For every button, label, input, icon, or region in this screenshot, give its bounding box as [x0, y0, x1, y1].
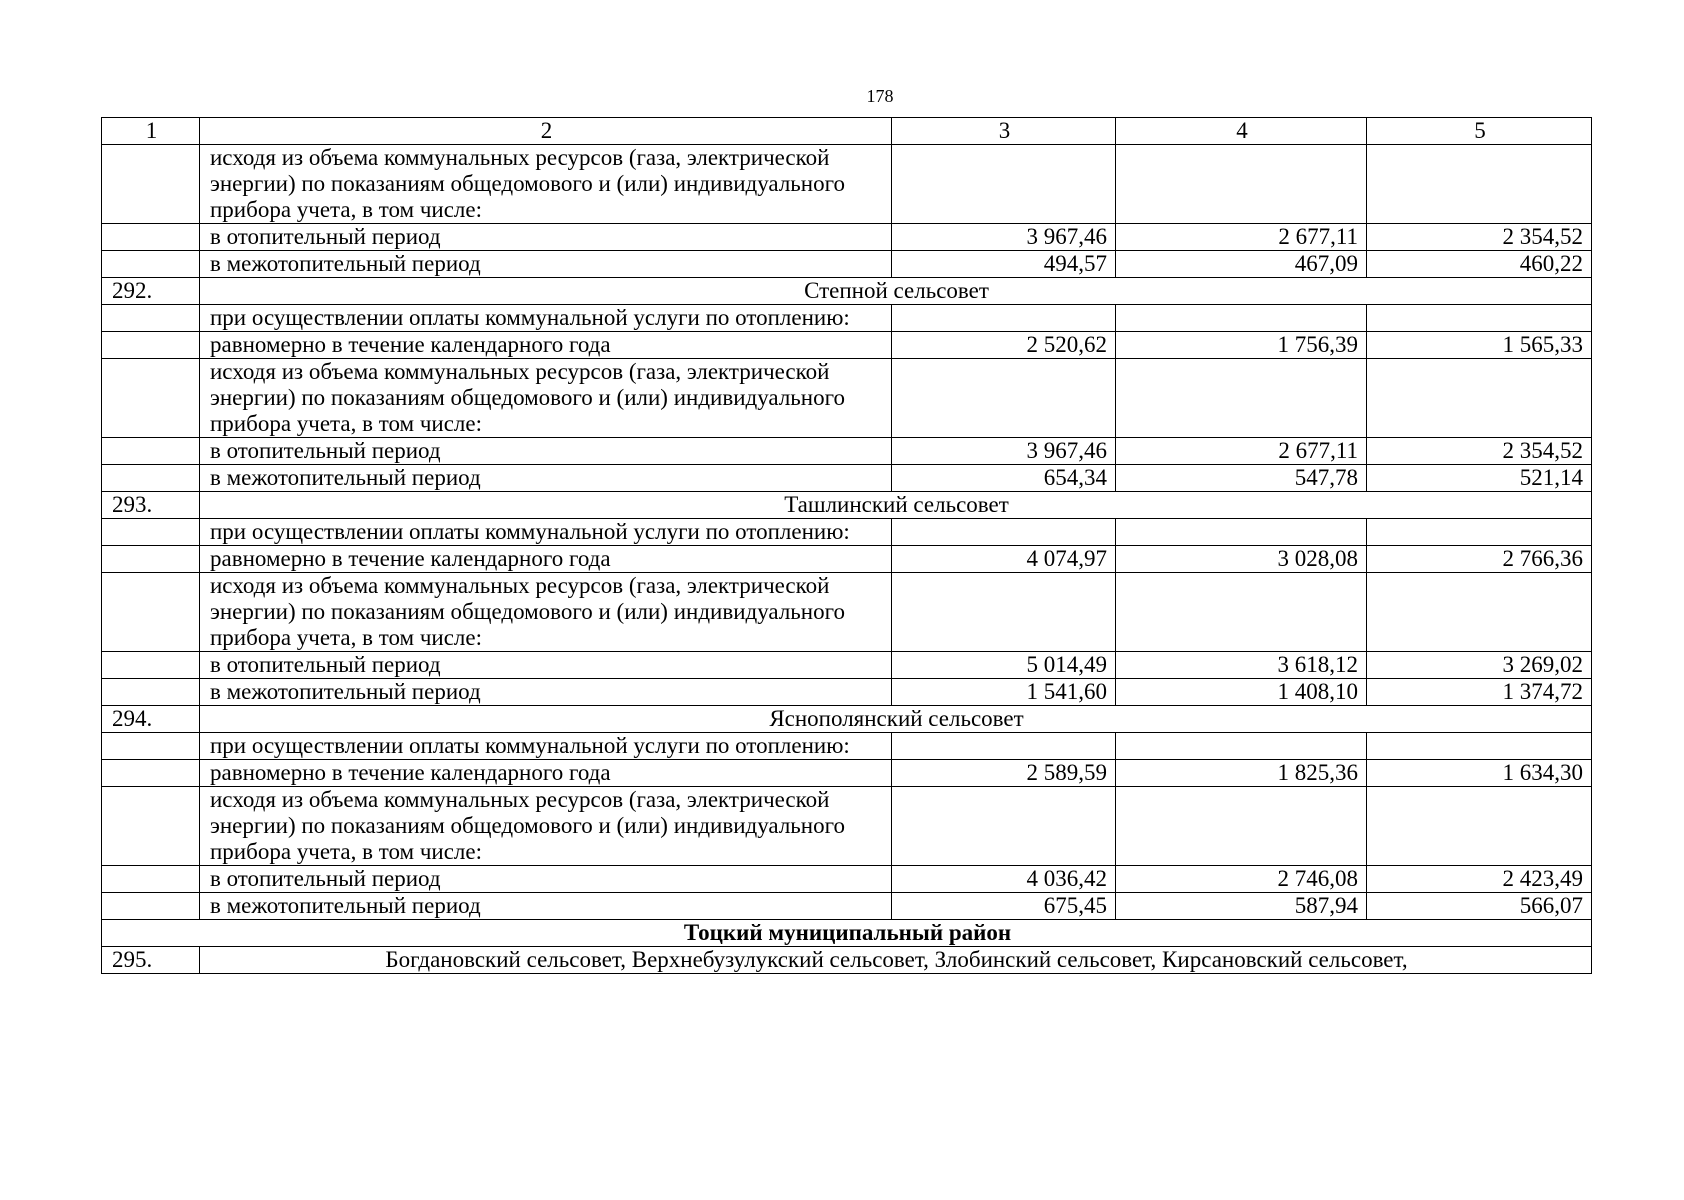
table-row — [102, 760, 1592, 787]
value-col-4: 3 618,12 — [1116, 652, 1367, 679]
row-description: исходя из объема коммунальных ресурсов (газа, электрической энергии) по показаниям общедомового и (или) индивидуального прибора учета, в том числе: — [200, 145, 892, 224]
column-header: 4 — [1116, 118, 1367, 145]
row-index-cell — [102, 145, 200, 224]
row-description: при осуществлении оплаты коммунальной услуги по отоплению: — [200, 305, 892, 332]
section-index: 293. — [102, 492, 200, 519]
value-col-3 — [892, 519, 1116, 546]
table-row — [102, 145, 1592, 224]
value-col-4: 2 746,08 — [1116, 866, 1367, 893]
value-col-5: 460,22 — [1367, 251, 1592, 278]
table-row — [102, 546, 1592, 573]
row-index-cell — [102, 760, 200, 787]
table-row — [102, 787, 1592, 866]
row-description: в отопительный период — [200, 224, 892, 251]
table-row — [102, 519, 1592, 546]
value-col-4 — [1116, 519, 1367, 546]
row-description: равномерно в течение календарного года — [200, 546, 892, 573]
column-header: 5 — [1367, 118, 1592, 145]
row-index-cell — [102, 359, 200, 438]
value-col-4: 2 677,11 — [1116, 224, 1367, 251]
value-col-3: 2 520,62 — [892, 332, 1116, 359]
value-col-4 — [1116, 787, 1367, 866]
value-col-4: 1 756,39 — [1116, 332, 1367, 359]
section-row — [102, 706, 1592, 733]
value-col-4 — [1116, 359, 1367, 438]
column-header: 2 — [200, 118, 892, 145]
page-number: 178 — [866, 86, 894, 106]
value-col-4 — [1116, 733, 1367, 760]
row-description: исходя из объема коммунальных ресурсов (газа, электрической энергии) по показаниям общедомового и (или) индивидуального прибора учета, в том числе: — [200, 359, 892, 438]
table-row — [102, 573, 1592, 652]
value-col-4 — [1116, 145, 1367, 224]
column-header: 1 — [102, 118, 200, 145]
row-description: исходя из объема коммунальных ресурсов (газа, электрической энергии) по показаниям общедомового и (или) индивидуального прибора учета, в том числе: — [200, 787, 892, 866]
section-index: 292. — [102, 278, 200, 305]
value-col-5: 2 423,49 — [1367, 866, 1592, 893]
row-index-cell — [102, 573, 200, 652]
value-col-3 — [892, 573, 1116, 652]
section-row — [102, 492, 1592, 519]
section-title: Богдановский сельсовет, Верхнебузулукский сельсовет, Злобинский сельсовет, Кирсановский сельсовет, — [200, 947, 1592, 974]
value-col-4: 587,94 — [1116, 893, 1367, 920]
row-index-cell — [102, 224, 200, 251]
value-col-3 — [892, 305, 1116, 332]
row-index-cell — [102, 251, 200, 278]
value-col-4: 1 825,36 — [1116, 760, 1367, 787]
value-col-5 — [1367, 359, 1592, 438]
value-col-5 — [1367, 519, 1592, 546]
tariff-table — [101, 117, 1592, 974]
value-col-5: 521,14 — [1367, 465, 1592, 492]
table-row — [102, 893, 1592, 920]
value-col-3: 2 589,59 — [892, 760, 1116, 787]
section-index: 295. — [102, 947, 200, 974]
value-col-5: 2 766,36 — [1367, 546, 1592, 573]
section-row — [102, 947, 1592, 974]
value-col-5: 1 374,72 — [1367, 679, 1592, 706]
value-col-3: 675,45 — [892, 893, 1116, 920]
table-row — [102, 359, 1592, 438]
row-index-cell — [102, 465, 200, 492]
section-row — [102, 278, 1592, 305]
table-row — [102, 224, 1592, 251]
row-index-cell — [102, 652, 200, 679]
value-col-4: 3 028,08 — [1116, 546, 1367, 573]
value-col-5: 2 354,52 — [1367, 224, 1592, 251]
row-description: при осуществлении оплаты коммунальной услуги по отоплению: — [200, 733, 892, 760]
value-col-3 — [892, 359, 1116, 438]
value-col-3: 494,57 — [892, 251, 1116, 278]
value-col-5: 3 269,02 — [1367, 652, 1592, 679]
value-col-5 — [1367, 733, 1592, 760]
value-col-3: 3 967,46 — [892, 438, 1116, 465]
row-description: равномерно в течение календарного года — [200, 760, 892, 787]
table-row — [102, 866, 1592, 893]
value-col-5: 566,07 — [1367, 893, 1592, 920]
section-title: Степной сельсовет — [200, 278, 1592, 305]
section-index: 294. — [102, 706, 200, 733]
column-number-header-row — [102, 118, 1592, 145]
row-index-cell — [102, 679, 200, 706]
row-description: при осуществлении оплаты коммунальной услуги по отоплению: — [200, 519, 892, 546]
value-col-3: 1 541,60 — [892, 679, 1116, 706]
value-col-3: 3 967,46 — [892, 224, 1116, 251]
value-col-4: 547,78 — [1116, 465, 1367, 492]
section-title: Яснополянский сельсовет — [200, 706, 1592, 733]
column-header: 3 — [892, 118, 1116, 145]
row-index-cell — [102, 438, 200, 465]
row-description: в отопительный период — [200, 866, 892, 893]
value-col-4: 1 408,10 — [1116, 679, 1367, 706]
value-col-5: 1 634,30 — [1367, 760, 1592, 787]
row-index-cell — [102, 787, 200, 866]
section-title: Ташлинский сельсовет — [200, 492, 1592, 519]
value-col-3 — [892, 145, 1116, 224]
value-col-5: 1 565,33 — [1367, 332, 1592, 359]
row-index-cell — [102, 893, 200, 920]
row-description: в межотопительный период — [200, 251, 892, 278]
value-col-5: 2 354,52 — [1367, 438, 1592, 465]
value-col-4: 467,09 — [1116, 251, 1367, 278]
row-index-cell — [102, 733, 200, 760]
table-row — [102, 251, 1592, 278]
row-index-cell — [102, 332, 200, 359]
row-description: в межотопительный период — [200, 893, 892, 920]
value-col-5 — [1367, 787, 1592, 866]
table-row — [102, 332, 1592, 359]
value-col-3: 4 036,42 — [892, 866, 1116, 893]
row-description: в отопительный период — [200, 438, 892, 465]
row-description: в отопительный период — [200, 652, 892, 679]
district-row — [102, 920, 1592, 947]
table-row — [102, 733, 1592, 760]
value-col-4 — [1116, 573, 1367, 652]
table-row — [102, 305, 1592, 332]
value-col-3 — [892, 733, 1116, 760]
value-col-3 — [892, 787, 1116, 866]
value-col-5 — [1367, 305, 1592, 332]
value-col-5 — [1367, 573, 1592, 652]
value-col-5 — [1367, 145, 1592, 224]
district-title: Тоцкий муниципальный район — [102, 920, 1592, 947]
table-row — [102, 652, 1592, 679]
row-index-cell — [102, 866, 200, 893]
table-row — [102, 438, 1592, 465]
row-description: в межотопительный период — [200, 465, 892, 492]
row-index-cell — [102, 519, 200, 546]
value-col-4: 2 677,11 — [1116, 438, 1367, 465]
value-col-3: 5 014,49 — [892, 652, 1116, 679]
row-description: исходя из объема коммунальных ресурсов (газа, электрической энергии) по показаниям общедомового и (или) индивидуального прибора учета, в том числе: — [200, 573, 892, 652]
row-index-cell — [102, 305, 200, 332]
row-description: в межотопительный период — [200, 679, 892, 706]
table-row — [102, 679, 1592, 706]
value-col-4 — [1116, 305, 1367, 332]
value-col-3: 654,34 — [892, 465, 1116, 492]
row-index-cell — [102, 546, 200, 573]
table-row — [102, 465, 1592, 492]
value-col-3: 4 074,97 — [892, 546, 1116, 573]
row-description: равномерно в течение календарного года — [200, 332, 892, 359]
